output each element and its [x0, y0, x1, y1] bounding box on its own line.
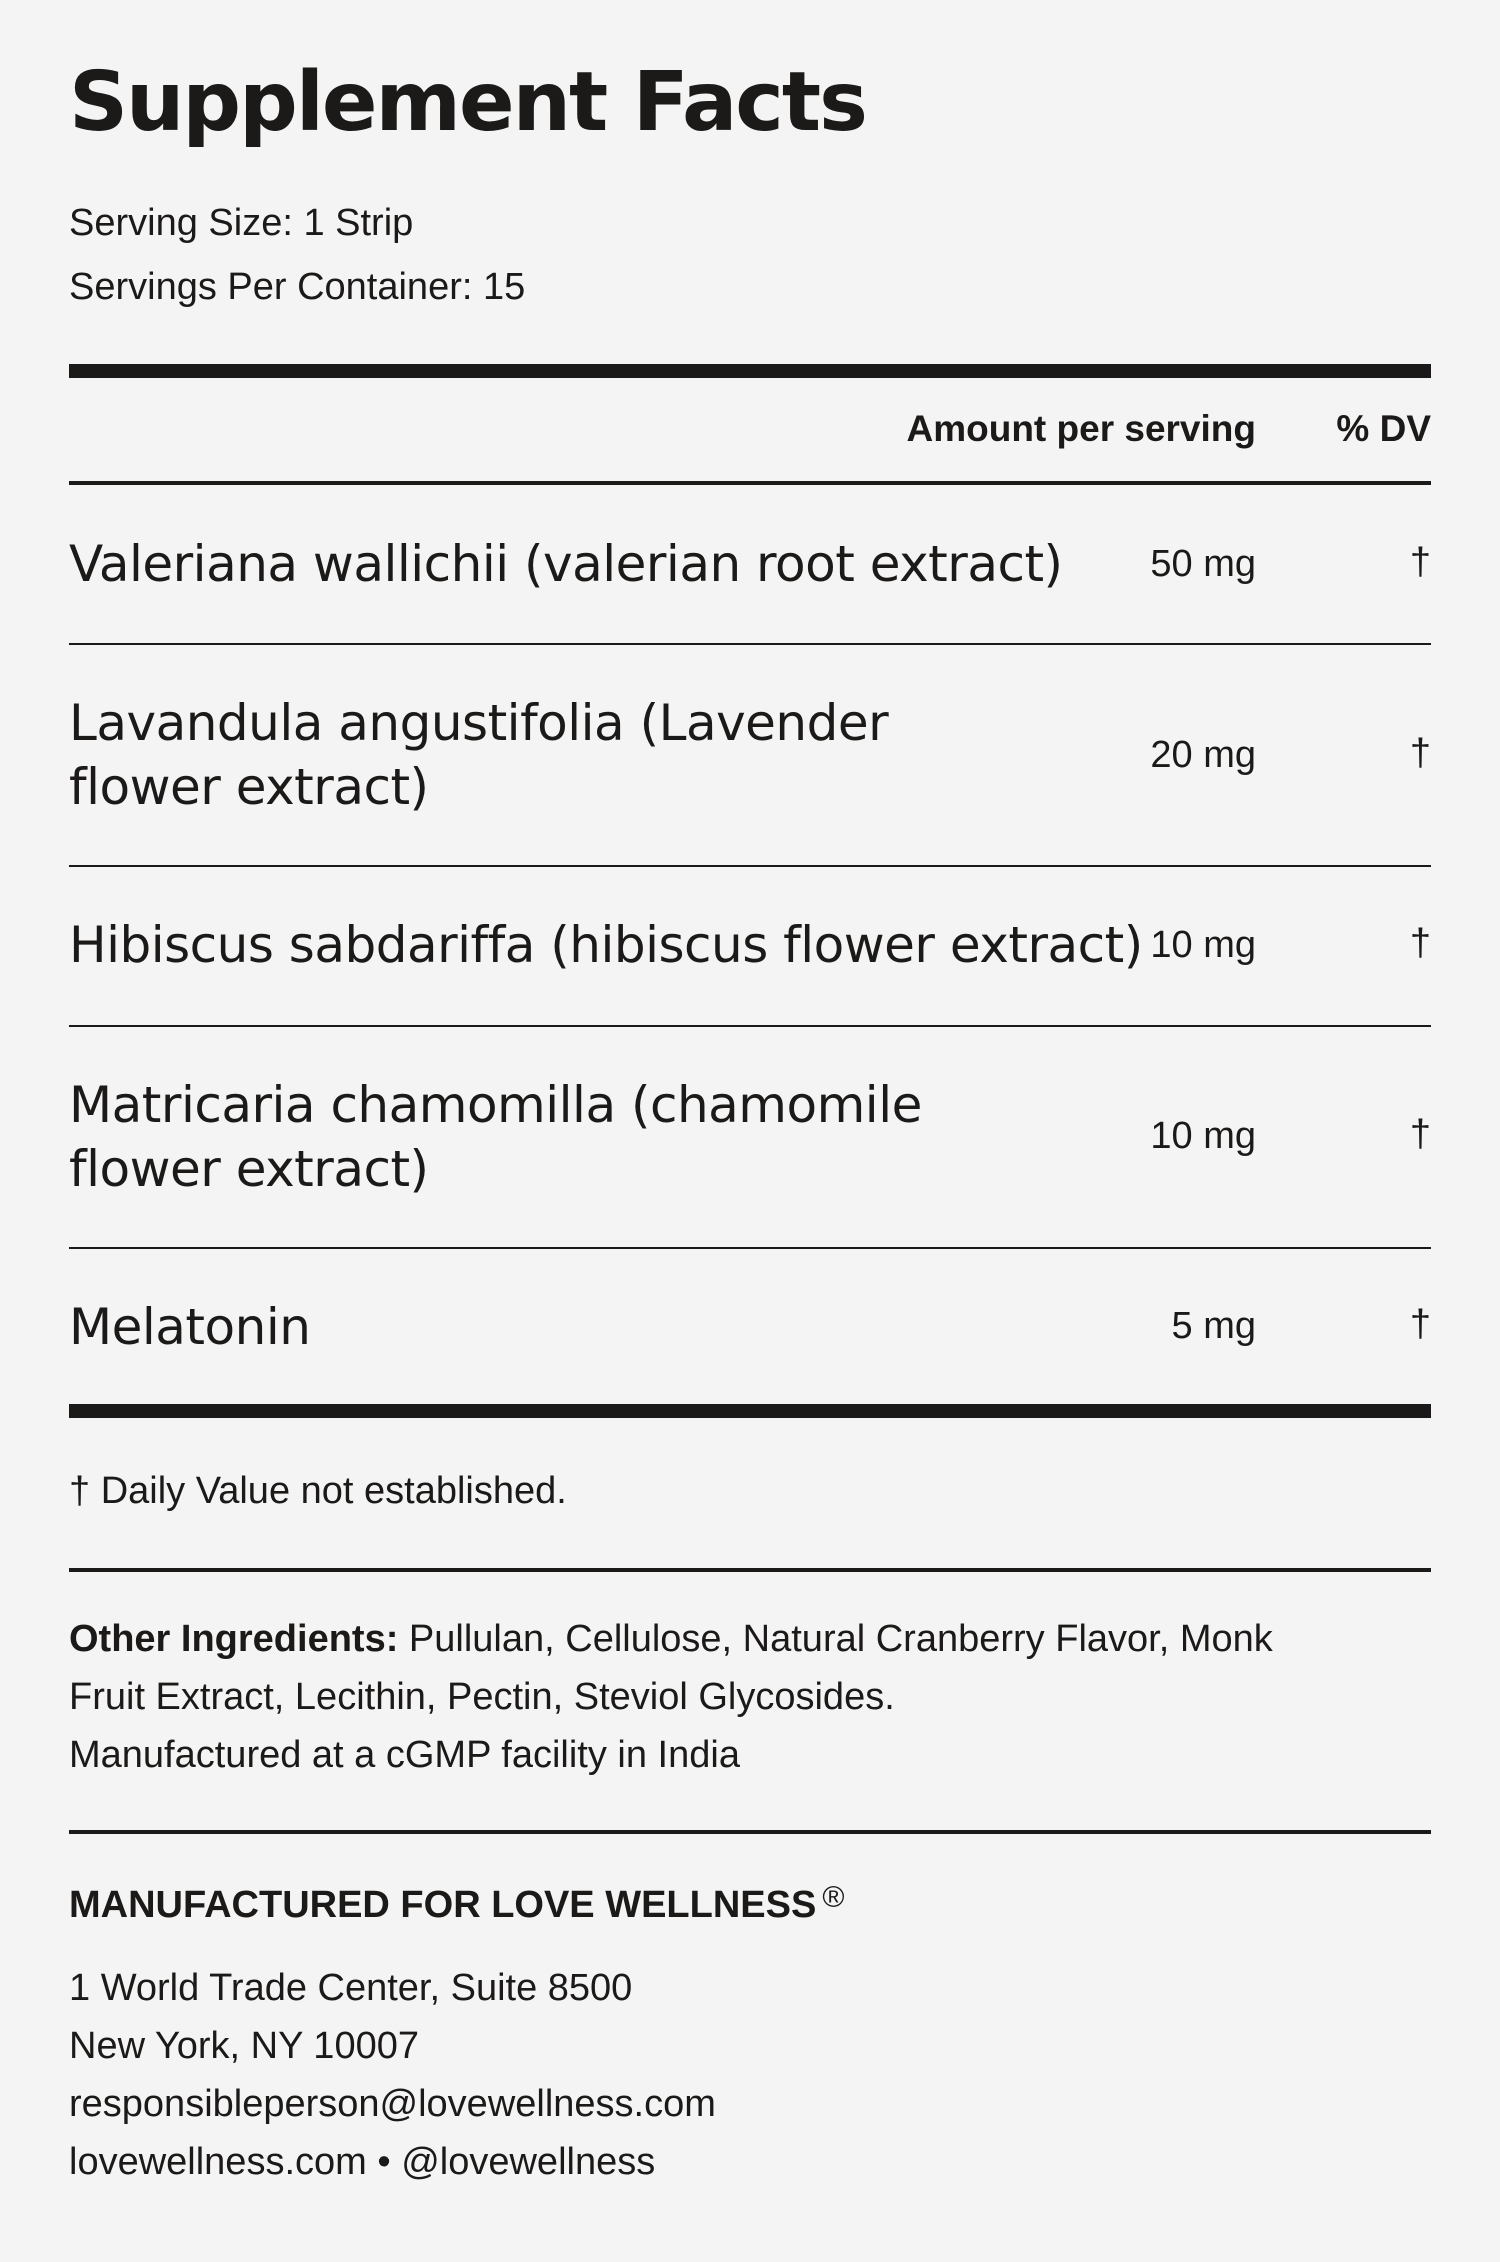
ingredient-dv: † — [1409, 1303, 1431, 1345]
address-line: 1 World Trade Center, Suite 8500 — [69, 1967, 633, 2009]
facility-note: Manufactured at a cGMP facility in India — [69, 1734, 740, 1776]
ingredient-amount: 20 mg — [1150, 734, 1256, 776]
ingredient-name: Hibiscus sabdariffa (hibiscus flower extract) — [69, 916, 1143, 974]
manufacturer-heading: MANUFACTURED FOR LOVE WELLNESS ® — [69, 1881, 845, 1926]
ingredient-row — [69, 485, 1431, 643]
ingredient-amount: 5 mg — [1171, 1305, 1256, 1347]
website-social: lovewellness.com • @lovewellness — [69, 2141, 656, 2183]
divider — [69, 1830, 1431, 1834]
ingredient-dv: † — [1409, 541, 1431, 583]
ingredient-name: Matricaria chamomilla (chamomile flower extract) — [69, 1076, 922, 1198]
divider-thick — [69, 364, 1431, 378]
page-title: Supplement Facts — [69, 55, 866, 150]
servings-per-container: Servings Per Container: 15 — [69, 266, 526, 308]
ingredient-row — [69, 867, 1431, 1025]
divider-thick — [69, 1404, 1431, 1418]
ingredient-name: Melatonin — [69, 1298, 311, 1356]
ingredient-row — [69, 1027, 1431, 1247]
contact-email: responsibleperson@lovewellness.com — [69, 2083, 716, 2125]
ingredient-row — [69, 645, 1431, 865]
ingredient-name: Valeriana wallichii (valerian root extract) — [69, 535, 1063, 593]
serving-size: Serving Size: 1 Strip — [69, 202, 414, 244]
divider — [69, 1568, 1431, 1572]
other-ingredients-text: Pullulan, Cellulose, Natural Cranberry Flavor, Monk — [398, 1618, 1273, 1660]
ingredient-dv: † — [1409, 732, 1431, 774]
ingredient-dv: † — [1409, 922, 1431, 964]
ingredient-row — [69, 1249, 1431, 1404]
column-header-dv: % DV — [1336, 408, 1431, 449]
ingredient-amount: 10 mg — [1150, 1115, 1256, 1157]
other-ingredients-text: Fruit Extract, Lecithin, Pectin, Steviol Glycosides. — [69, 1676, 895, 1718]
address-line: New York, NY 10007 — [69, 2025, 419, 2067]
other-ingredients — [69, 1610, 1431, 1784]
ingredient-amount: 10 mg — [1150, 924, 1256, 966]
registered-mark: ® — [822, 1881, 845, 1914]
ingredient-dv: † — [1409, 1113, 1431, 1155]
ingredient-name: Lavandula angustifolia (Lavender flower extract) — [69, 694, 889, 816]
other-ingredients-label: Other Ingredients: — [69, 1618, 399, 1660]
daily-value-footnote: † Daily Value not established. — [69, 1470, 567, 1512]
column-header-amount: Amount per serving — [906, 408, 1256, 449]
ingredient-amount: 50 mg — [1150, 543, 1256, 585]
